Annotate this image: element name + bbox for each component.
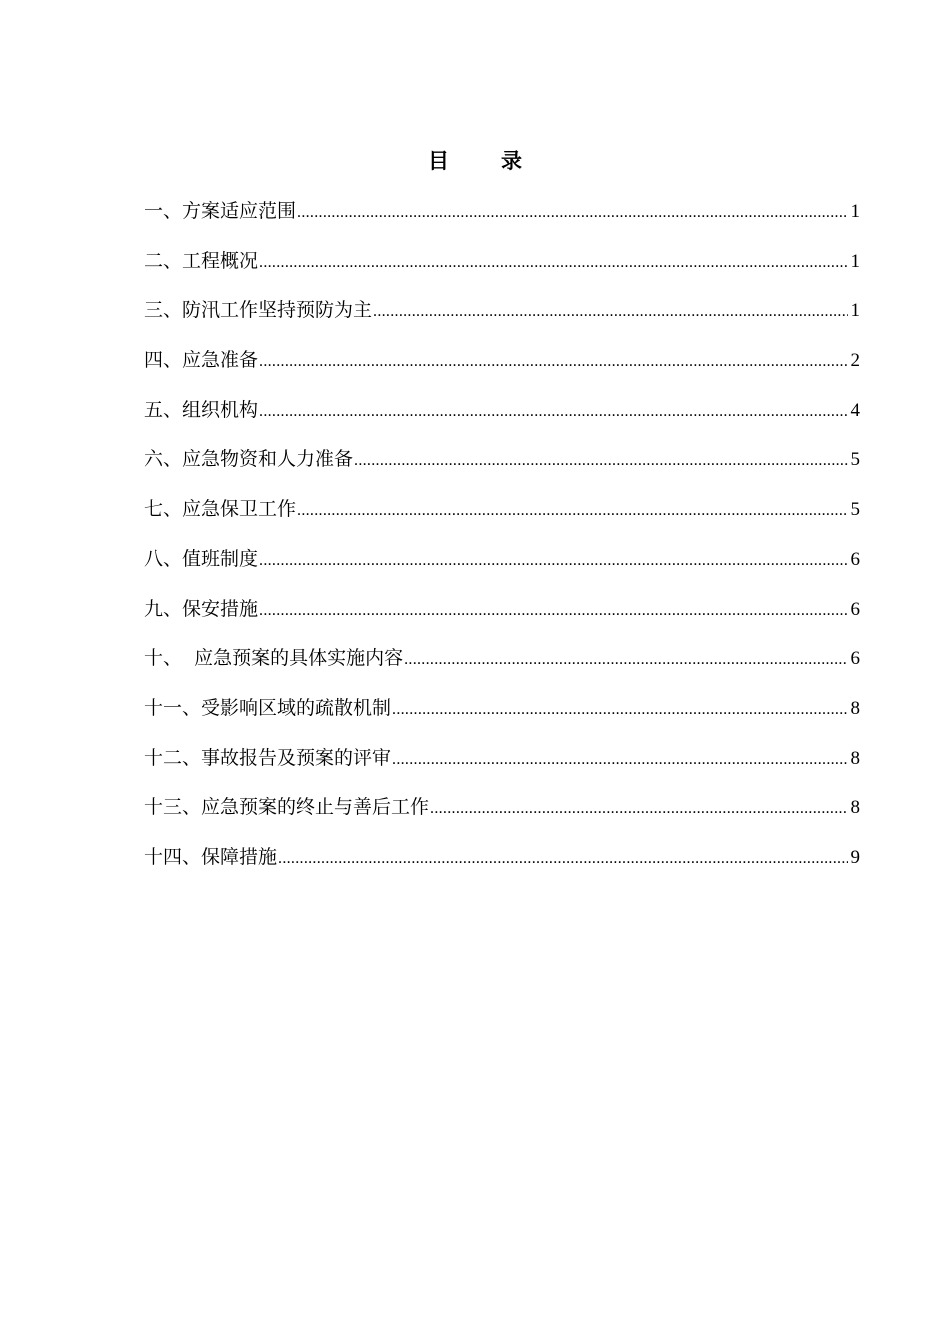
toc-entry-page: 1 xyxy=(850,300,860,322)
toc-entry-label: 十四、保障措施 xyxy=(144,845,278,868)
toc-entry-page: 9 xyxy=(850,846,860,868)
toc-entry-page: 2 xyxy=(850,350,860,372)
toc-entry[interactable] xyxy=(144,246,860,296)
toc-entry-page: 6 xyxy=(850,548,860,570)
toc-leader-dots xyxy=(392,745,848,775)
toc-entry[interactable] xyxy=(144,295,860,345)
toc-entry-label: 七、应急保卫工作 xyxy=(144,498,297,521)
toc-title xyxy=(0,146,950,176)
toc-entry-label: 三、防汛工作坚持预防为主 xyxy=(144,299,373,322)
toc-entry[interactable] xyxy=(144,643,860,693)
toc-entry-page: 8 xyxy=(850,747,860,769)
toc-entry-label: 五、组织机构 xyxy=(144,398,259,421)
toc-entry[interactable] xyxy=(144,792,860,842)
toc-leader-dots xyxy=(430,794,848,824)
toc-entry-page: 1 xyxy=(850,201,860,222)
toc-leader-dots xyxy=(297,496,848,526)
toc-entry[interactable] xyxy=(144,544,860,594)
toc-entry-page: 5 xyxy=(850,499,860,521)
toc-entry[interactable] xyxy=(144,395,860,445)
toc-entry-label: 十一、受影响区域的疏散机制 xyxy=(144,696,392,719)
toc-entry-page: 4 xyxy=(850,399,860,421)
toc-entry-label: 六、应急物资和人力准备 xyxy=(144,448,354,471)
toc-entry-page: 1 xyxy=(850,250,860,272)
toc-entry-label: 十、 应急预案的具体实施内容 xyxy=(144,647,404,670)
toc-entry-label: 十二、事故报告及预案的评审 xyxy=(144,746,392,769)
toc-leader-dots xyxy=(259,596,848,626)
toc-entry-label: 九、保安措施 xyxy=(144,597,259,620)
toc-entry-label: 二、工程概况 xyxy=(144,249,259,272)
toc-title-right: 录 xyxy=(501,149,522,173)
toc-leader-dots xyxy=(354,446,848,476)
toc-leader-dots xyxy=(297,198,848,228)
toc-entry-label: 四、应急准备 xyxy=(144,349,259,372)
toc-entry[interactable] xyxy=(144,444,860,494)
toc-title-left: 目 xyxy=(428,149,449,173)
toc-entry-label: 一、方案适应范围 xyxy=(144,200,297,222)
toc-entry-page: 6 xyxy=(850,598,860,620)
toc-leader-dots xyxy=(392,695,848,725)
toc-leader-dots xyxy=(278,844,848,874)
toc-entry-label: 八、值班制度 xyxy=(144,547,259,570)
toc-entry[interactable] xyxy=(144,842,860,892)
toc-entry[interactable] xyxy=(144,196,860,246)
toc-entry[interactable] xyxy=(144,594,860,644)
toc-list xyxy=(144,196,860,892)
toc-entry-page: 5 xyxy=(850,449,860,471)
toc-leader-dots xyxy=(259,397,848,427)
toc-entry-page: 6 xyxy=(850,648,860,670)
toc-leader-dots xyxy=(259,248,848,278)
toc-entry[interactable] xyxy=(144,494,860,544)
toc-leader-dots xyxy=(404,645,848,675)
toc-entry[interactable] xyxy=(144,693,860,743)
toc-entry-page: 8 xyxy=(850,797,860,819)
toc-entry[interactable] xyxy=(144,345,860,395)
toc-leader-dots xyxy=(373,297,848,327)
toc-entry-page: 8 xyxy=(850,697,860,719)
toc-entry-label: 十三、应急预案的终止与善后工作 xyxy=(144,796,430,819)
toc-leader-dots xyxy=(259,347,848,377)
toc-leader-dots xyxy=(259,546,848,576)
toc-entry[interactable] xyxy=(144,743,860,793)
